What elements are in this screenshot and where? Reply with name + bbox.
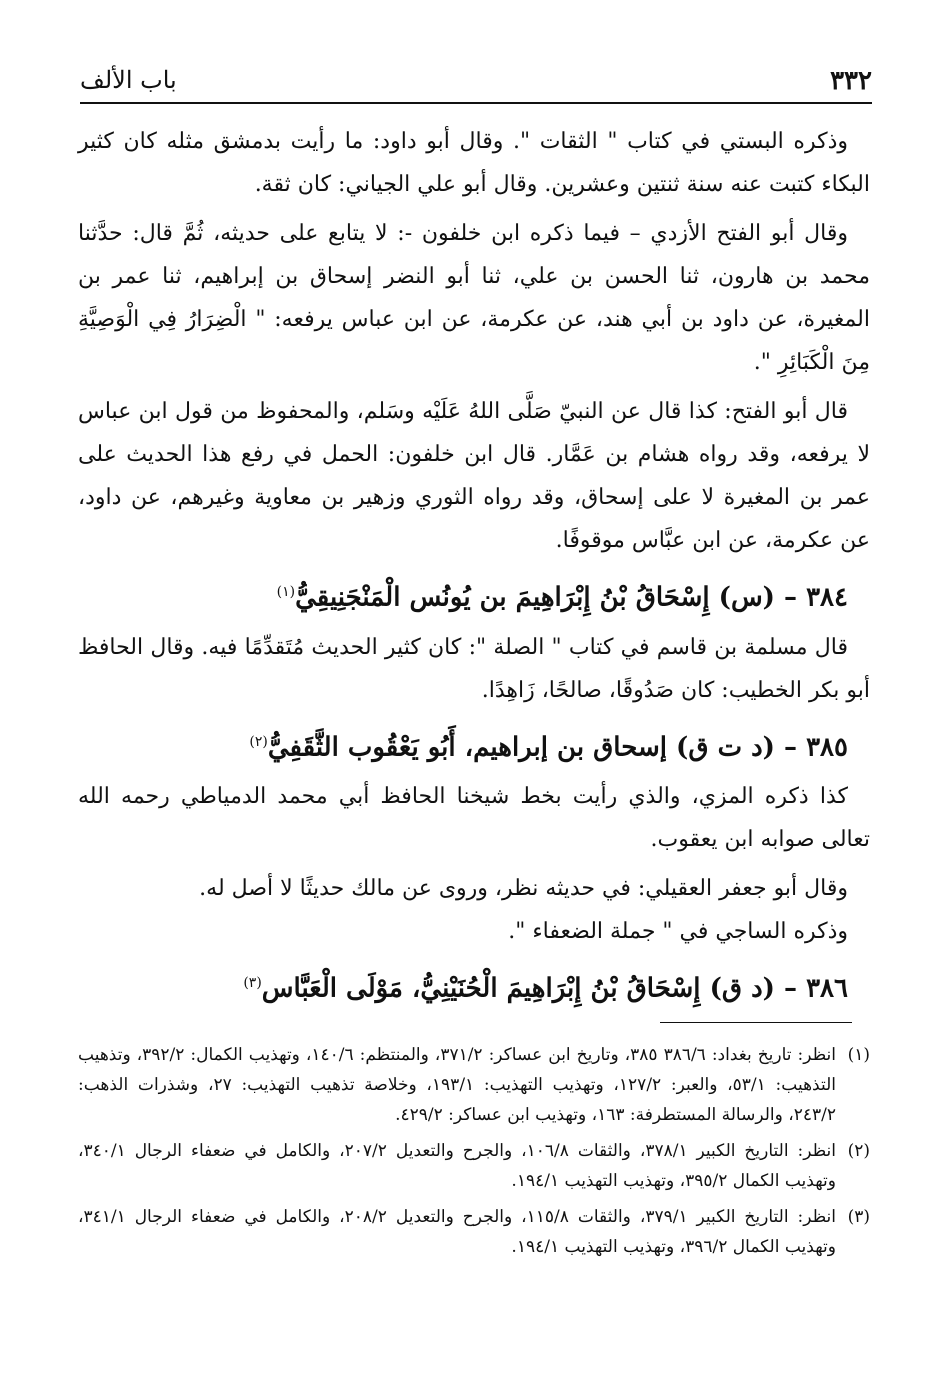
footnote bbox=[78, 1202, 870, 1262]
footnote-marker: (٣) bbox=[243, 975, 262, 992]
footnote bbox=[78, 1136, 870, 1196]
footnotes bbox=[78, 1040, 870, 1268]
footnote-number: (١) bbox=[847, 1045, 870, 1065]
footnote-marker: (١) bbox=[276, 584, 296, 600]
footnote bbox=[78, 1040, 870, 1130]
paragraph: وقال أبو جعفر العقيلي: في حديثه نظر، وروى عن مالك حديثًا لا أصل له. bbox=[199, 876, 848, 902]
footnote-marker: (٢) bbox=[249, 733, 268, 750]
chapter-title: باب الألف bbox=[80, 66, 177, 94]
entry-heading-text: ٣٨٦ – (د ق) إِسْحَاقُ بْنُ إِبْرَاهِيمَ الْحُنَيْنِيُّ، مَوْلَى الْعَبَّاس bbox=[261, 973, 848, 1004]
paragraph: كذا ذكره المزي، والذي رأيت بخط شيخنا الحافظ أبي محمد الدمياطي رحمه الله تعالى صوابه ابن يعقوب. bbox=[78, 784, 870, 853]
paragraph: قال مسلمة بن قاسم في كتاب " الصلة ": كان كثير الحديث مُتَقدِّمًا فيه. وقال الحافظ أبو بكر الخطيب: كان صَدُوقًا، صالحًا، زَاهِدًا. bbox=[78, 634, 870, 703]
paragraph: وقال أبو الفتح الأزدي – فيما ذكره ابن خلفون -: لا يتابع على حديثه، ثُمَّ قال: حدَّثنا محمد بن هارون، ثنا الحسن بن علي، ثنا أبو النضر إسحاق بن إبراهيم، ثنا عمر بن المغيرة، عن داود بن أبي هند، عن عكرمة، عن ابن عباس يرفعه: " الْضِرَارُ فِي الْوَصِيَّةِ مِنَ الْكَبَائِرِ ". bbox=[78, 221, 870, 375]
paragraph: وذكره الساجي في " جملة الضعفاء ". bbox=[508, 919, 848, 945]
entry-heading-385 bbox=[78, 718, 870, 772]
footnote-number: (٣) bbox=[847, 1207, 870, 1227]
footnote-text: انظر: التاريخ الكبير ٣٧٨/١، والثقات ١٠٦/٨، والجرح والتعديل ٢٠٧/٢، والكامل في ضعفاء الرجال ٣٤٠/١، وتهذيب الكمال ٣٩٥/٢، وتهذيب التهذيب ١٩٤/١. bbox=[78, 1141, 836, 1191]
main-text bbox=[78, 120, 870, 1017]
footnote-text: انظر: التاريخ الكبير ٣٧٩/١، والثقات ١١٥/٨، والجرح والتعديل ٢٠٨/٢، والكامل في ضعفاء الرجال ٣٤١/١، وتهذيب الكمال ٣٩٦/٢، وتهذيب التهذيب ١٩٤/١. bbox=[78, 1207, 836, 1257]
paragraph: قال أبو الفتح: كذا قال عن النبيّ صَلَّى اللهُ عَلَيْه وسَلم، والمحفوظ من قول ابن عباس لا يرفعه، وقد رواه هشام بن عَمَّار. قال ابن خلفون: الحمل في رفع هذا الحديث على عمر بن المغيرة لا على إسحاق، وقد رواه الثوري وزهير بن معاوية وغيرهم، عن داود، عن عكرمة، عن ابن عبَّاس موقوفًا. bbox=[78, 399, 870, 553]
running-header bbox=[80, 66, 872, 104]
footnote-number: (٢) bbox=[847, 1141, 870, 1161]
footnote-separator bbox=[660, 1022, 852, 1023]
paragraph: وذكره البستي في كتاب " الثقات ". وقال أبو داود: ما رأيت بدمشق مثله كان كثير البكاء كتبت عنه سنة ثنتين وعشرين. وقال أبو علي الجياني: كان ثقة. bbox=[78, 129, 870, 197]
entry-heading-text: ٣٨٤ – (س) إِسْحَاقُ بْنُ إِبْرَاهِيمَ بن يُونُس الْمَنْجَنِيقِيُّ bbox=[295, 582, 848, 613]
footnote-text: انظر: تاريخ بغداد: ٣٨٦/٦ ٣٨٥، وتاريخ ابن عساكر: ٣٧١/٢، والمنتظم: ١٤٠/٦، وتهذيب الكمال: ٣٩٢/٢، وتذهيب التذهيب: ٥٣/١، والعبر: ١٢٧/٢، وتهذيب التهذيب: ١٩٣/١، وخلاصة تذهيب التهذيب: ٢٧، وشذرات الذهب: ٢٤٣/٢، والرسالة المستطرفة: ١٦٣، وتهذيب ابن عساكر: ٤٢٩/٢. bbox=[78, 1045, 837, 1125]
page-number: ٣٣٢ bbox=[830, 66, 872, 96]
entry-heading-text: ٣٨٥ – (د ت ق) إسحاق بن إبراهيم، أَبُو يَعْقُوب الثَّقَفِيُّ bbox=[267, 732, 848, 763]
entry-heading-384 bbox=[78, 568, 870, 622]
entry-heading-386 bbox=[78, 959, 870, 1013]
